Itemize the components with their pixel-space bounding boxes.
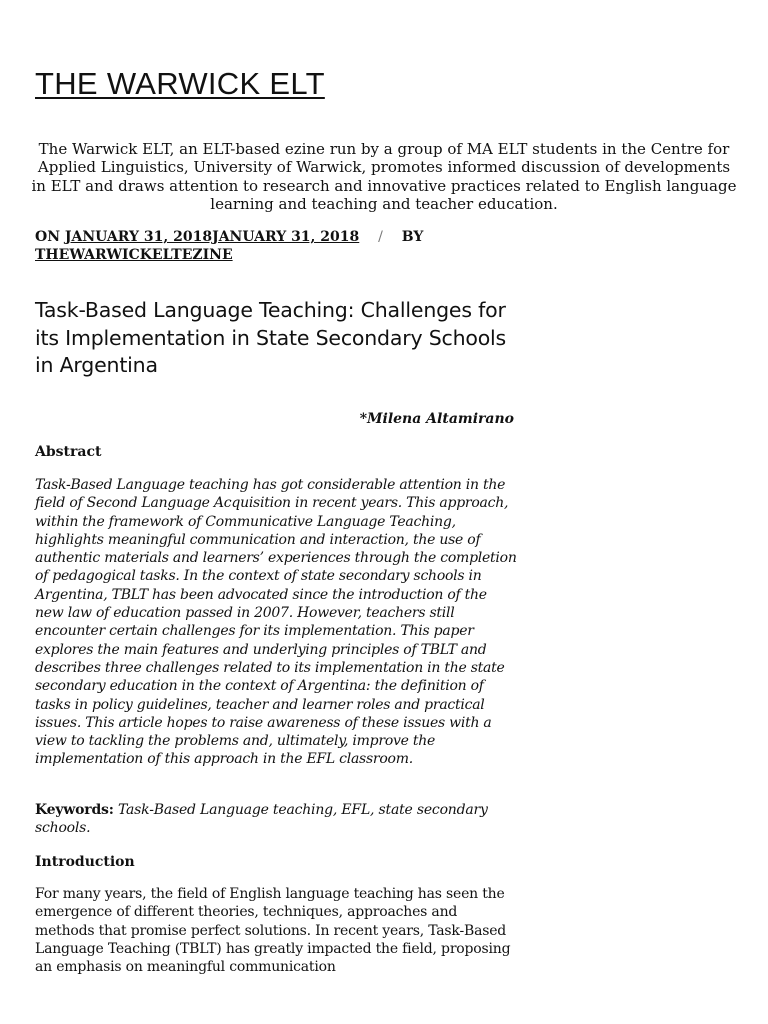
entry-meta <box>35 228 515 264</box>
site-description: The Warwick ELT, an ELT-based ezine run by a group of MA ELT students in the Centre for Applied Linguistics, University of Warwick, promotes informed discussion of developments in ELT and draws attention to research and innovative practices related to English language learning and teaching and teacher education. <box>31 140 737 213</box>
article-author: *Milena Altamirano <box>359 411 514 427</box>
post-title: Task-Based Language Teaching: Challenges for its Implementation in State Secondary Schools in Argentina <box>35 298 507 377</box>
post-date-link[interactable]: JANUARY 31, 2018JANUARY 31, 2018 <box>64 229 360 245</box>
keywords-label: Keywords: <box>35 802 114 818</box>
site-title-link[interactable]: THE WARWICK ELT <box>35 66 325 101</box>
meta-on-label: ON <box>35 229 60 245</box>
meta-separator: / <box>378 229 383 245</box>
keywords-value: Task-Based Language teaching, EFL, state secondary schools. <box>35 802 488 837</box>
meta-by-label: BY <box>401 229 424 245</box>
introduction-heading: Introduction <box>35 854 135 870</box>
abstract-heading: Abstract <box>35 444 102 460</box>
abstract-text: Task-Based Language teaching has got considerable attention in the field of Second Language Acquisition in recent years. This approach, within the framework of Communicative Language Teaching, highlights meaningful communication and interaction, the use of authentic materials and learners’ experiences through the completion of pedagogical tasks. In the context of state secondary schools in Argentina, TBLT has been advocated since the introduction of the new law of education passed in 2007. However, teachers still encounter certain challenges for its implementation. This paper explores the main features and underlying principles of TBLT and describes three challenges related to its implementation in the state secondary education in the context of Argentina: the definition of tasks in policy guidelines, teacher and learner roles and practical issues. This article hopes to raise awareness of these issues with a view to tackling the problems and, ultimately, improve the implementation of this approach in the EFL classroom. <box>35 477 517 768</box>
introduction-text: For many years, the field of English language teaching has seen the emergence of different theories, techniques, approaches and methods that promise perfect solutions. In recent years, Task-Based Language Teaching (TBLT) has greatly impacted the field, proposing an emphasis on meaningful communication <box>35 886 511 976</box>
post-author-link[interactable]: THEWARWICKELTEZINE <box>35 247 233 263</box>
keywords-line <box>35 801 517 838</box>
